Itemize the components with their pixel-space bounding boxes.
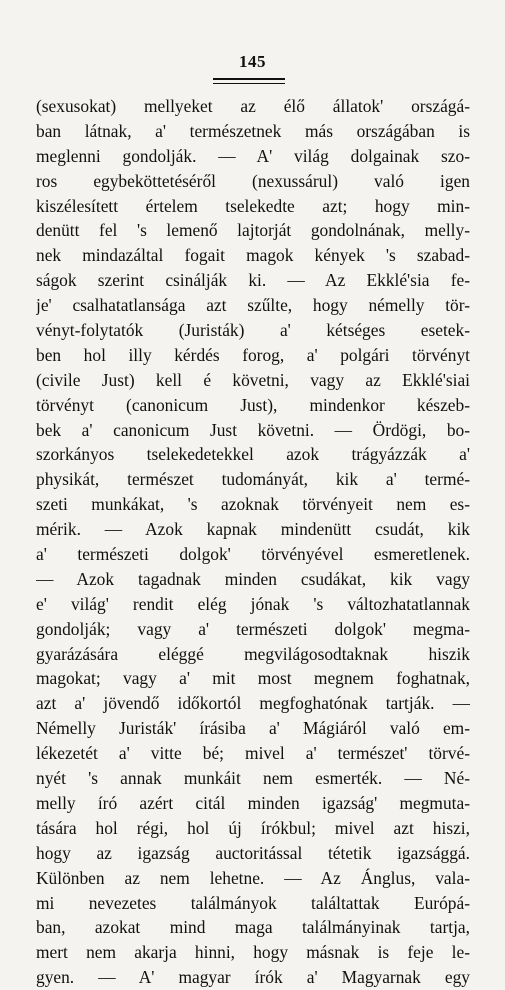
text-line: (civile Just) kell é követni, vagy az Ekklé'siai (36, 369, 470, 390)
text-line: gyen. — A' magyar írók a' Magyarnak egy (36, 967, 470, 988)
text-line: melly író azért citál minden igazság' megmuta- (36, 792, 470, 813)
text-line: ságok szerint csinálják ki. — Az Ekklé'sia fe- (36, 270, 470, 291)
text-line: mert nem akarja hinni, hogy másnak is feje le- (36, 942, 470, 963)
text-line: mérik. — Azok kapnak mindenütt csudát, kik (36, 519, 470, 540)
text-line: bek a' canonicum Just követni. — Ördögi, bo- (36, 419, 470, 440)
text-line: lékezetét a' vitte bé; mivel a' természet' törvé- (36, 743, 470, 764)
text-line: — Azok tagadnak minden csudákat, kik vagy (36, 568, 470, 589)
text-line: ban látnak, a' természetnek más országában is (36, 120, 470, 141)
text-line: ros egybeköttetéséről (nexussárul) való igen (36, 170, 470, 191)
text-line: a' természeti dolgok' törvényével esmeretlenek. (36, 544, 470, 565)
text-line: gondolják; vagy a' természeti dolgok' megma- (36, 618, 470, 639)
page-number: 145 (239, 52, 266, 71)
body-text (36, 94, 470, 990)
text-line: e' világ' rendit elég jónak 's változhatatlannak (36, 593, 470, 614)
text-line: kiszélesített értelem tselekedte azt; hogy min- (36, 195, 470, 216)
text-line: physikát, természet tudományát, kik a' termé- (36, 469, 470, 490)
text-line: gyarázására eléggé megvilágosodtaknak hiszik (36, 643, 470, 664)
header-rule-thick (213, 78, 285, 80)
text-line: magokat; vagy a' mit most megnem foghatnak, (36, 668, 470, 689)
text-line: törvényt (canonicum Just), mindenkor készeb- (36, 394, 470, 415)
text-line: mi nevezetes találmányok találtattak Európá- (36, 892, 470, 913)
text-line: meglenni gondolják. — A' világ dolgainak szo- (36, 145, 470, 166)
text-line: vényt-folytatók (Juristák) a' kétséges esetek- (36, 320, 470, 341)
text-line: Némelly Juristák' írásiba a' Mágiáról való em- (36, 718, 470, 739)
text-line: je' csalhatatlansága azt szűlte, hogy némelly tör- (36, 295, 470, 316)
text-line: hogy az igazság auctoritással tétetik igazsággá. (36, 842, 470, 863)
text-line: azt a' jövendő időkortól megfoghatónak tartják. — (36, 693, 470, 714)
text-line: nek mindazáltal fogait magok kények 's szabad- (36, 245, 470, 266)
text-line: tására hol régi, hol új írókbul; mivel azt hiszi, (36, 817, 470, 838)
text-line: ben hol illy kérdés forog, a' polgári törvényt (36, 344, 470, 365)
text-line: szorkányos tselekedetekkel azok trágyázzák a' (36, 444, 470, 465)
text-line: nyét 's annak munkáit nem esmerték. — Né- (36, 768, 470, 789)
header-rule-thin (213, 83, 285, 84)
text-line: denütt fel 's lemenő lajtorját gondolnának, melly- (36, 220, 470, 241)
text-line: Különben az nem lehetne. — Az Ánglus, vala- (36, 867, 470, 888)
text-line: szeti munkákat, 's azoknak törvényeit nem es- (36, 494, 470, 515)
text-line: (sexusokat) mellyeket az élő állatok' országá- (36, 96, 470, 116)
text-line: ban, azokat mind maga találmányinak tartja, (36, 917, 470, 938)
